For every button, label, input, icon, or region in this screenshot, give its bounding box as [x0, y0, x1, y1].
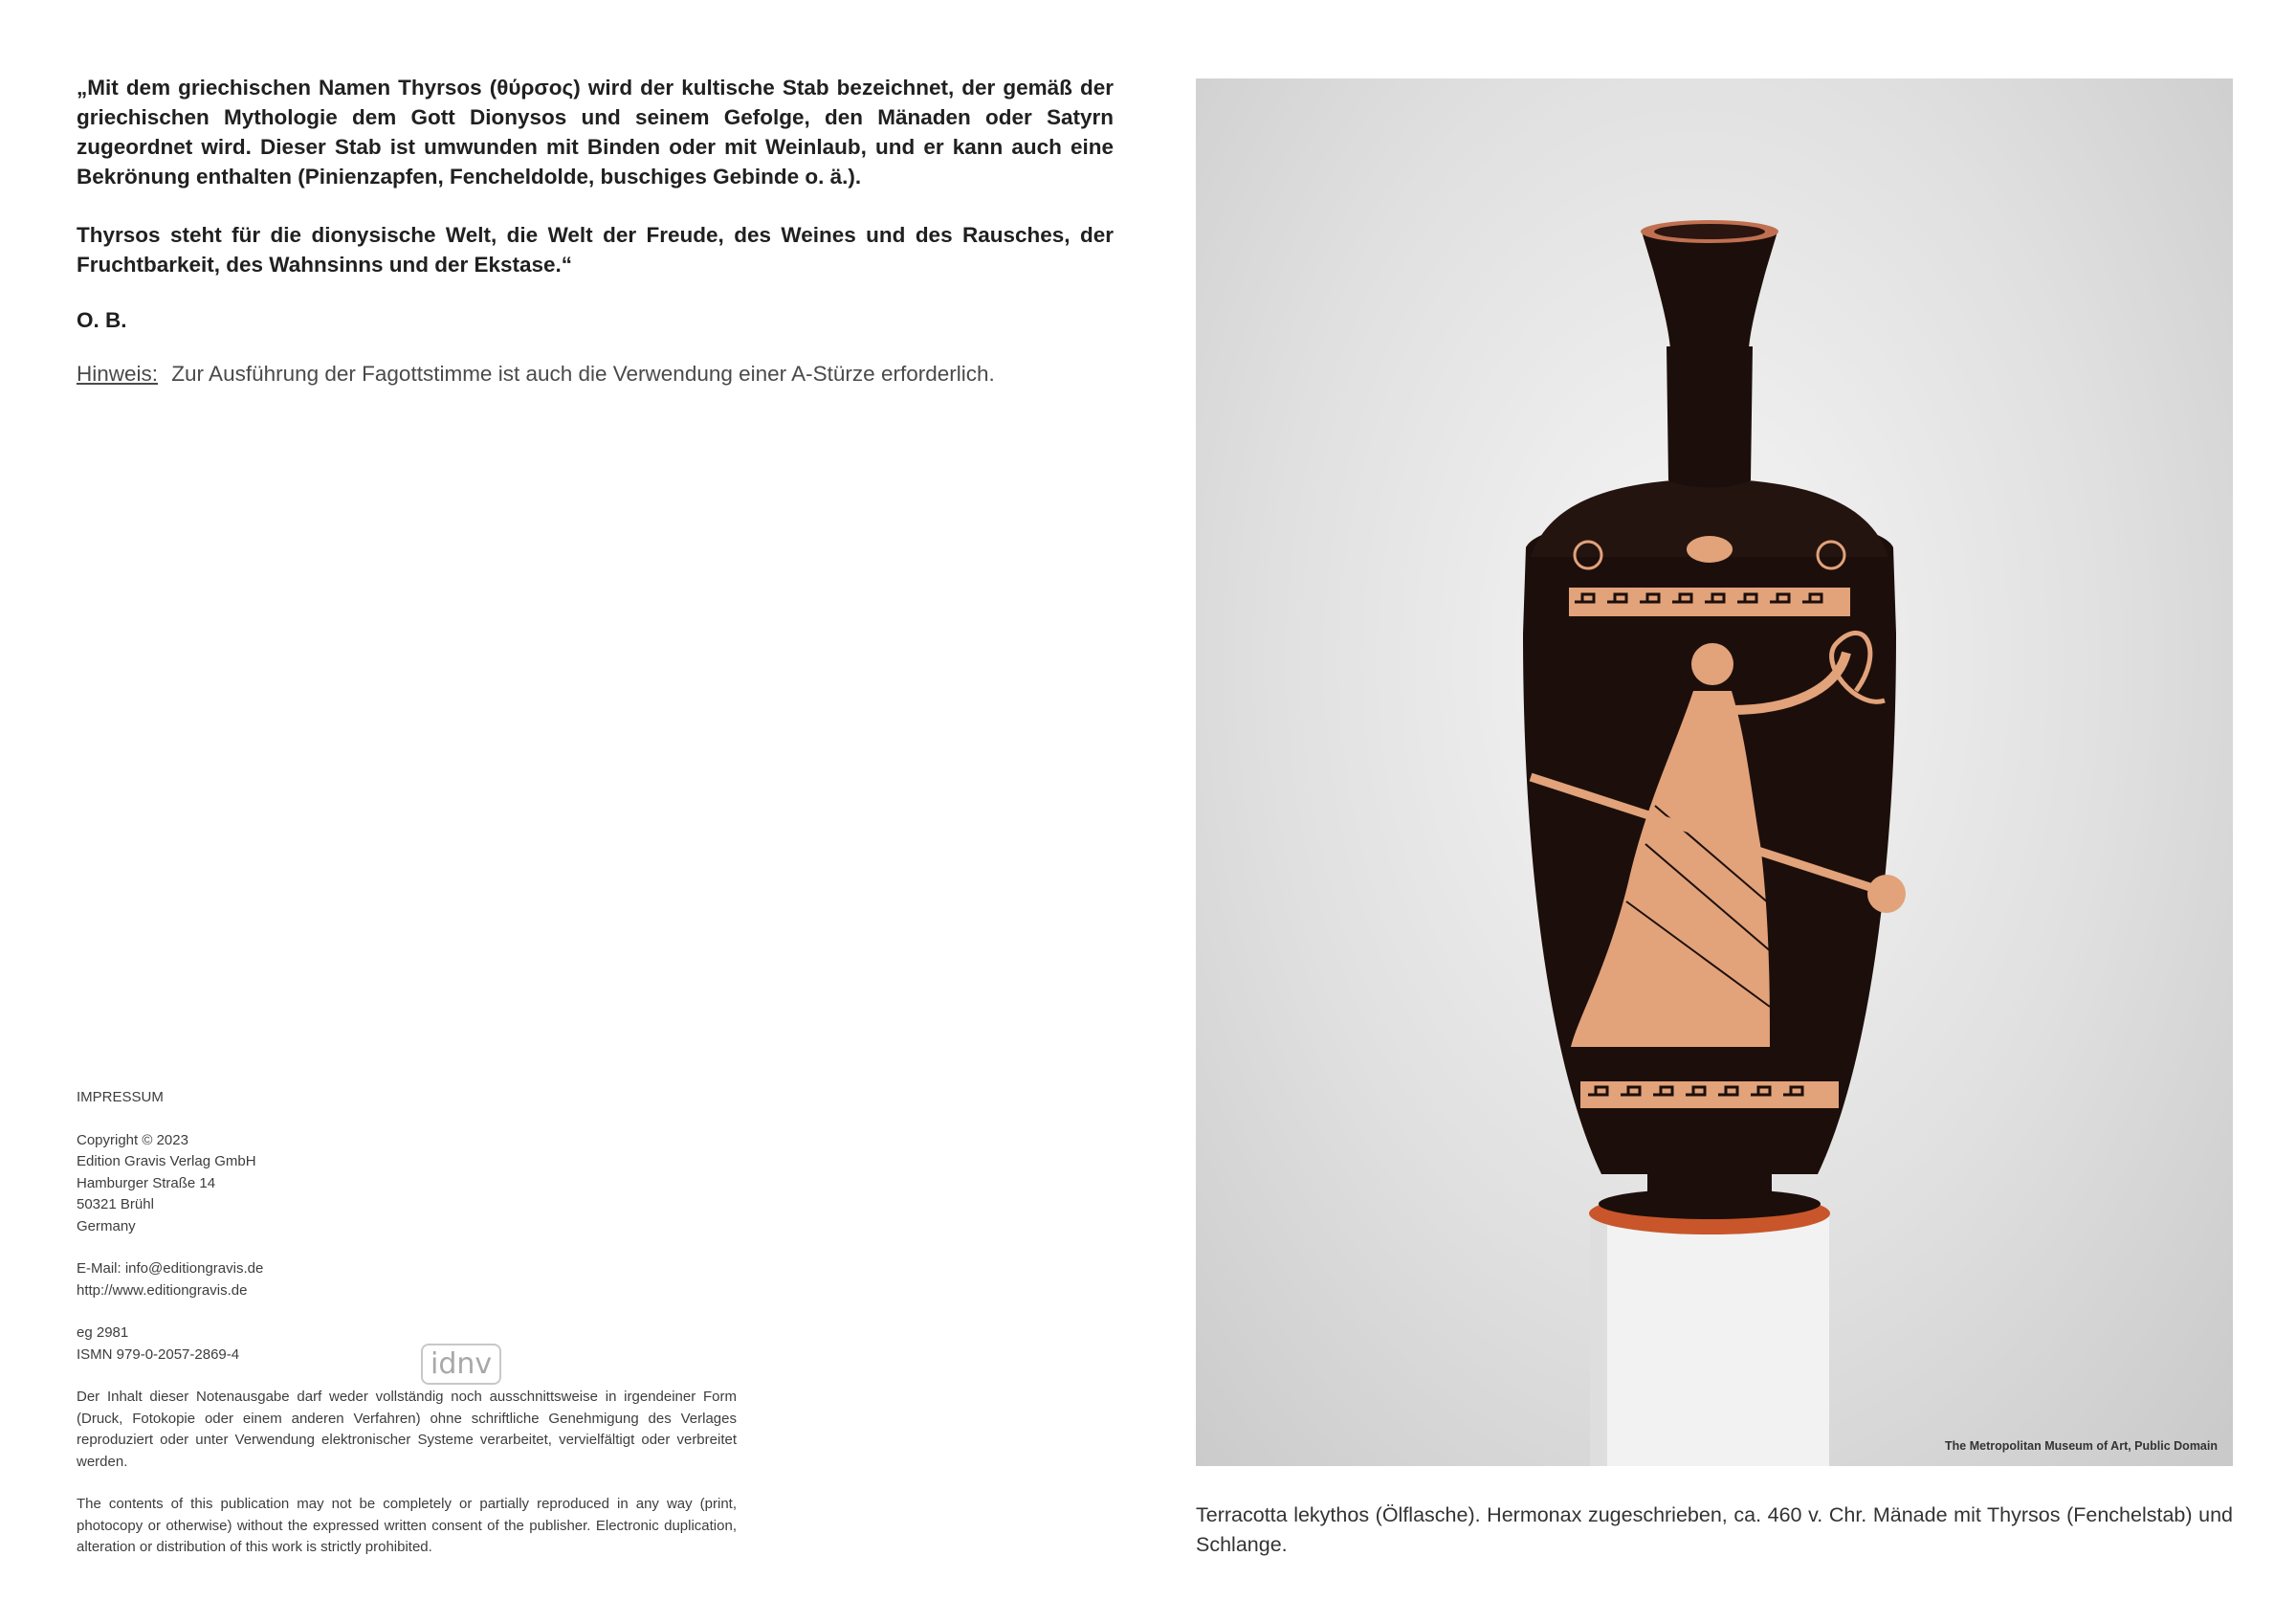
idnv-logo: idnv: [421, 1344, 501, 1385]
quote-paragraph-2: Thyrsos steht für die dionysische Welt, die Welt der Freude, des Weines und des Rausches, der Fruchtbarkeit, des Wahnsinns und der Ekstase.“: [77, 223, 1114, 277]
introduction-text: [77, 73, 1114, 387]
hint-text: Zur Ausführung der Fagottstimme ist auch die Verwendung einer A-Stürze erforderlich.: [171, 362, 995, 386]
vase-mouth: [1642, 232, 1777, 348]
publisher-name: Edition Gravis Verlag GmbH: [77, 1153, 256, 1169]
publisher-country: Germany: [77, 1217, 136, 1234]
website-link[interactable]: http://www.editiongravis.de: [77, 1281, 248, 1299]
hint-label: Hinweis:: [77, 362, 159, 386]
photo-caption: Terracotta lekythos (Ölflasche). Hermonax zugeschrieben, ca. 460 v. Chr. Mänade mit Thyrsos (Fenchelstab) und Schlange.: [1196, 1503, 2233, 1556]
catalog-info: [77, 1323, 737, 1366]
publisher-city: 50321 Brühl: [77, 1196, 154, 1212]
thyrsos-quote: [77, 73, 1114, 279]
lekythos-illustration: [1196, 78, 2233, 1466]
publisher-address: [77, 1130, 737, 1238]
photo-credit: The Metropolitan Museum of Art, Public Domain: [1945, 1439, 2218, 1453]
signature: O. B.: [77, 308, 127, 332]
quote-paragraph-1: „Mit dem griechischen Namen Thyrsos (θύρσος) wird der kultische Stab bezeichnet, der gemäß der griechischen Mythologie dem Gott Dionysos und seinem Gefolge, den Mänaden oder Satyrn zugeordnet wird. Dieser Stab ist umwunden mit Binden oder mit Weinlaub, und er kann auch eine Bekrönung enthalten (Pinienzapfen, Fencheldolde, buschiges Gebinde o. ä.).: [77, 76, 1114, 189]
email-link[interactable]: E-Mail: info@editiongravis.de: [77, 1260, 264, 1277]
copyright: Copyright © 2023: [77, 1131, 188, 1148]
imprint-heading: IMPRESSUM: [77, 1089, 164, 1105]
performance-hint: [77, 362, 1114, 387]
contact: [77, 1258, 737, 1301]
publisher-street: Hamburger Straße 14: [77, 1174, 216, 1191]
copyright-notice-en: The contents of this publication may not be completely or partially reproduced in any way (print, photocopy or otherwise) without the expressed written consent of the publisher. Electronic duplication, alteration or distribution of this work is strictly prohibited.: [77, 1496, 737, 1555]
pedestal: [1590, 1217, 1829, 1466]
copyright-notice-de: Der Inhalt dieser Notenausgabe darf weder vollständig noch ausschnittsweise in irgendeiner Form (Druck, Fotokopie oder einem anderen Verfahren) ohne schriftliche Genehmigung des Verlages reproduziert oder unter Verwendung elektronischer Systeme verarbeitet, vervielfältigt oder verbreitet werden.: [77, 1389, 737, 1470]
vase-photo: [1196, 78, 2233, 1466]
catalog-number: eg 2981: [77, 1324, 129, 1341]
vase-neck: [1667, 346, 1753, 488]
imprint: [77, 1087, 737, 1580]
ismn: ISMN 979-0-2057-2869-4: [77, 1345, 240, 1363]
thyrsos-head: [1867, 875, 1906, 913]
